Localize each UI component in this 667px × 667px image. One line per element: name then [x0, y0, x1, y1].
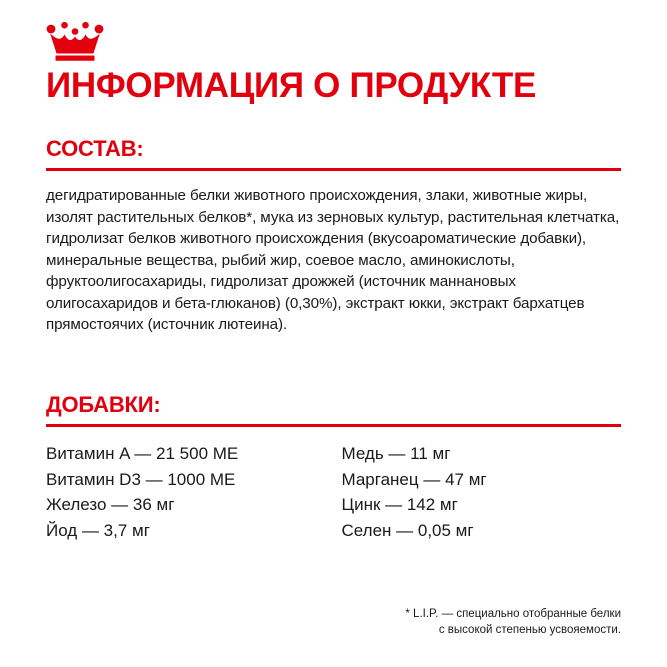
- royal-crown-icon: [46, 22, 104, 62]
- additives-divider: [46, 424, 621, 427]
- footnote: [405, 606, 621, 639]
- additives-heading: ДОБАВКИ:: [46, 392, 161, 417]
- composition-section: [46, 136, 621, 336]
- composition-text: дегидратированные белки животного происхождения, злаки, животные жиры, изолят растительных белков*, мука из зерновых культур, растительная клетчатка, гидролизат белков животного происхождения (вкусоароматические добавки), минеральные вещества, рыбий жир, соевое масло, аминокислоты, фруктоолигосахариды, гидролизат дрожжей (источник маннановых олигосахаридов и бета-глюканов) (0,30%), экстракт юкки, экстракт бархатцев прямостоячих (источник лютеина).: [46, 187, 620, 334]
- list-item: Медь — 11 мг: [341, 444, 451, 463]
- composition-divider: [46, 168, 621, 171]
- list-item: Цинк — 142 мг: [341, 495, 458, 514]
- additives-section: [46, 392, 621, 543]
- list-item: Витамин A — 21 500 МЕ: [46, 444, 239, 463]
- list-item: Железо — 36 мг: [46, 495, 175, 514]
- list-item: Селен — 0,05 мг: [341, 520, 474, 540]
- footnote-line-2: с высокой степенью усвояемости.: [438, 624, 621, 637]
- composition-heading: СОСТАВ:: [46, 136, 144, 161]
- list-item: Витамин D3 — 1000 МЕ: [46, 469, 236, 489]
- list-item: Марганец — 47 мг: [341, 469, 487, 489]
- additives-grid: [46, 441, 621, 543]
- additives-column-right: [334, 441, 622, 543]
- list-item: Йод — 3,7 мг: [46, 520, 150, 540]
- footnote-line-1: * L.I.P. — специально отобранные белки: [405, 607, 621, 620]
- additives-column-left: [46, 441, 334, 543]
- page-title: ИНФОРМАЦИЯ О ПРОДУКТЕ: [46, 66, 536, 105]
